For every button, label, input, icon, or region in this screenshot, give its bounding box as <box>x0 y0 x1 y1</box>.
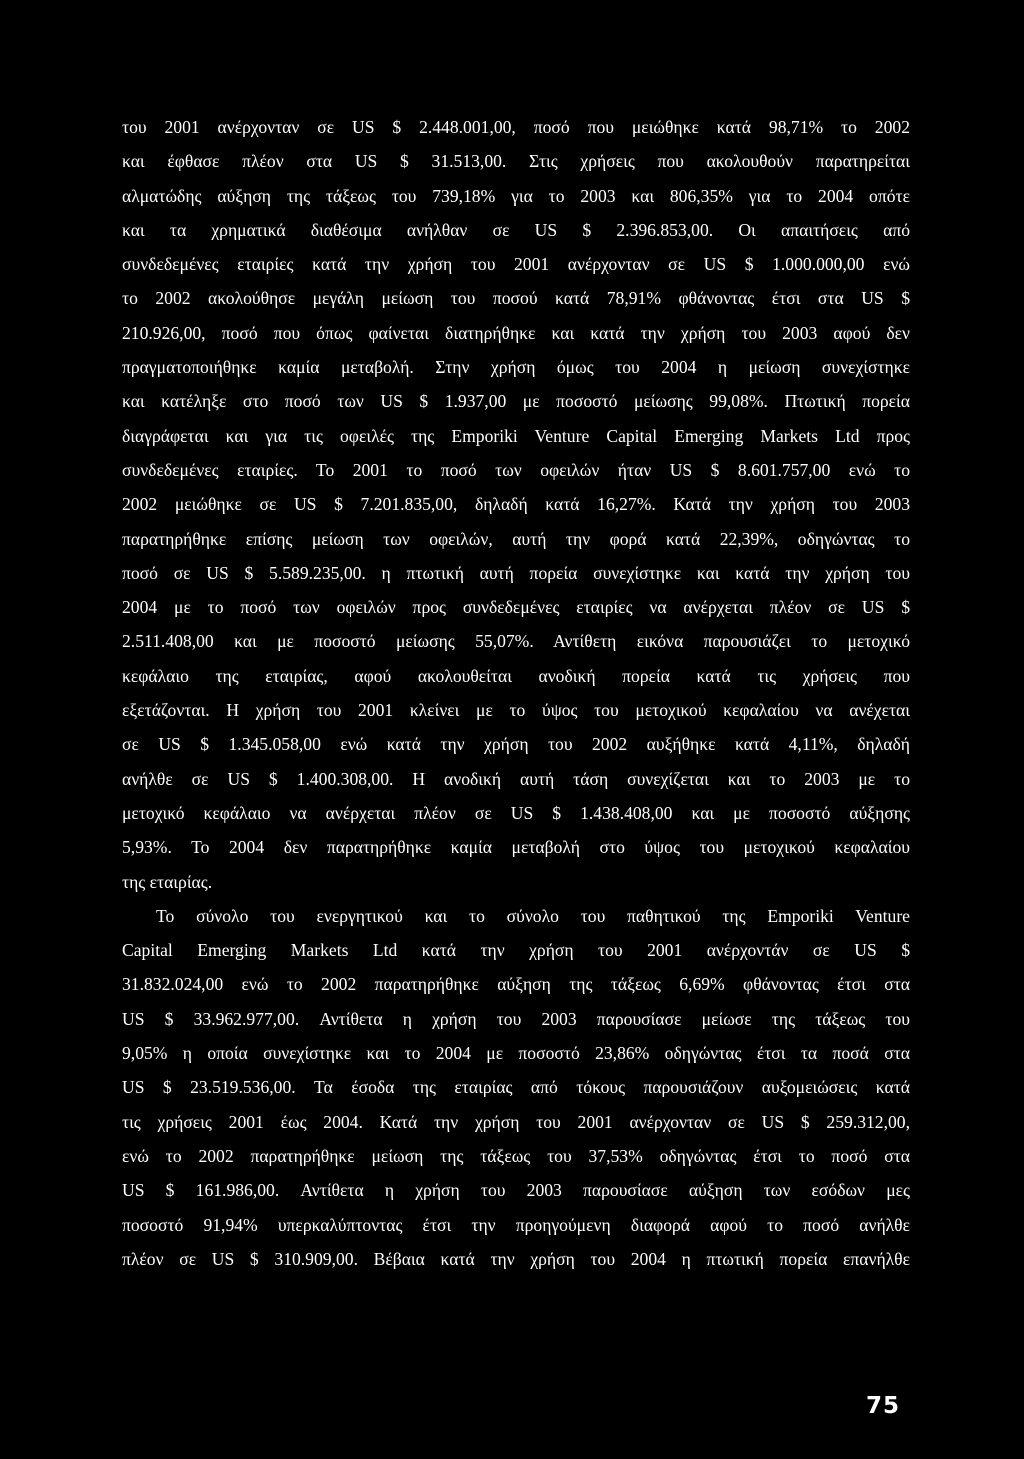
text-line: διαγράφεται και για τις οφειλές της Emporiki Venture Capital Emerging Markets Ltd προς <box>122 425 910 446</box>
text-line: 2.511.408,00 και με ποσοστό μείωσης 55,07%. Αντίθετη εικόνα παρουσιάζει το μετοχικό <box>122 631 910 652</box>
text-line: και έφθασε πλέον στα US $ 31.513,00. Στις χρήσεις που ακολουθούν παρατηρείται <box>122 151 910 172</box>
text-line: κεφάλαιο της εταιρίας, αφού ακολουθείται ανοδική πορεία κατά τις χρήσεις που <box>122 665 910 686</box>
text-line: ποσοστό 91,94% υπερκαλύπτοντας έτσι την προηγούμενη διαφορά αφού το ποσό ανήλθε <box>122 1214 910 1235</box>
text-line: US $ 161.986,00. Αντίθετα η χρήση του 2003 παρουσίασε αύξηση των εσόδων μες <box>122 1180 910 1201</box>
text-line: τις χρήσεις 2001 έως 2004. Κατά την χρήση του 2001 ανέρχονταν σε US $ 259.312,00, <box>122 1111 910 1132</box>
text-line: 210.926,00, ποσό που όπως φαίνεται διατηρήθηκε και κατά την χρήση του 2003 αφού δεν <box>122 322 910 343</box>
text-line: αλματώδης αύξηση της τάξεως του 739,18% για το 2003 και 806,35% για το 2004 οπότε <box>122 185 910 206</box>
page-number: 75 <box>866 1393 901 1419</box>
text-line: συνδεδεμένες εταιρίες. Το 2001 το ποσό των οφειλών ήταν US $ 8.601.757,00 ενώ το <box>122 459 910 480</box>
text-line: 5,93%. Το 2004 δεν παρατηρήθηκε καμία μεταβολή στο ύψος του μετοχικού κεφαλαίου <box>122 837 910 858</box>
text-line: ενώ το 2002 παρατηρήθηκε μείωση της τάξεως του 37,53% οδηγώντας έτσι το ποσό στα <box>122 1145 910 1166</box>
text-line: μετοχικό κεφάλαιο να ανέρχεται πλέον σε US $ 1.438.408,00 και με ποσοστό αύξησης <box>122 802 910 823</box>
text-line: 9,05% η οποία συνεχίστηκε και το 2004 με ποσοστό 23,86% οδηγώντας έτσι τα ποσά στα <box>122 1043 910 1064</box>
text-line: πλέον σε US $ 310.909,00. Βέβαια κατά την χρήση του 2004 η πτωτική πορεία επανήλθε <box>122 1248 910 1269</box>
text-line: του 2001 ανέρχονταν σε US $ 2.448.001,00, ποσό που μειώθηκε κατά 98,71% το 2002 <box>122 117 910 137</box>
text-line: US $ 23.519.536,00. Τα έσοδα της εταιρίας από τόκους παρουσιάζουν αυξομειώσεις κατά <box>122 1077 910 1098</box>
text-line: US $ 33.962.977,00. Αντίθετα η χρήση του 2003 παρουσίασε μείωσε της τάξεως του <box>122 1008 910 1029</box>
text-line: σε US $ 1.345.058,00 ενώ κατά την χρήση του 2002 αυξήθηκε κατά 4,11%, δηλαδή <box>122 734 910 755</box>
text-line: 2002 μειώθηκε σε US $ 7.201.835,00, δηλαδή κατά 16,27%. Κατά την χρήση του 2003 <box>122 494 910 515</box>
text-line: παρατηρήθηκε επίσης μείωση των οφειλών, αυτή την φορά κατά 22,39%, οδηγώντας το <box>122 528 910 549</box>
body-text <box>122 110 910 1276</box>
paragraph-first-line: Το σύνολο του ενεργητικού και το σύνολο του παθητικού της Emporiki Venture <box>156 905 910 926</box>
text-line: εξετάζονται. Η χρήση του 2001 κλείνει με το ύψος του μετοχικού κεφαλαίου να ανέχεται <box>122 700 910 721</box>
text-line: 2004 με το ποσό των οφειλών προς συνδεδεμένες εταιρίες να ανέρχεται πλέον σε US $ <box>122 597 910 618</box>
text-line: πραγματοποιήθηκε καμία μεταβολή. Στην χρήση όμως του 2004 η μείωση συνεχίστηκε <box>122 357 910 378</box>
text-line: και τα χρηματικά διαθέσιμα ανήλθαν σε US $ 2.396.853,00. Οι απαιτήσεις από <box>122 219 910 240</box>
text-line: ποσό σε US $ 5.589.235,00. η πτωτική αυτή πορεία συνεχίστηκε και κατά την χρήση του <box>122 562 910 583</box>
paragraph-last-line: της εταιρίας. <box>122 871 213 892</box>
text-line: και κατέληξε στο ποσό των US $ 1.937,00 με ποσοστό μείωσης 99,08%. Πτωτική πορεία <box>122 391 910 412</box>
text-line: το 2002 ακολούθησε μεγάλη μείωση του ποσού κατά 78,91% φθάνοντας έτσι στα US $ <box>122 288 910 309</box>
text-line: 31.832.024,00 ενώ το 2002 παρατηρήθηκε αύξηση της τάξεως 6,69% φθάνοντας έτσι στα <box>122 974 910 995</box>
text-line: Capital Emerging Markets Ltd κατά την χρήση του 2001 ανέρχοντάν σε US $ <box>122 940 910 961</box>
text-line: ανήλθε σε US $ 1.400.308,00. Η ανοδική αυτή τάση συνεχίζεται και το 2003 με το <box>122 768 910 789</box>
text-line: συνδεδεμένες εταιρίες κατά την χρήση του 2001 ανέρχονταν σε US $ 1.000.000,00 ενώ <box>122 254 910 275</box>
